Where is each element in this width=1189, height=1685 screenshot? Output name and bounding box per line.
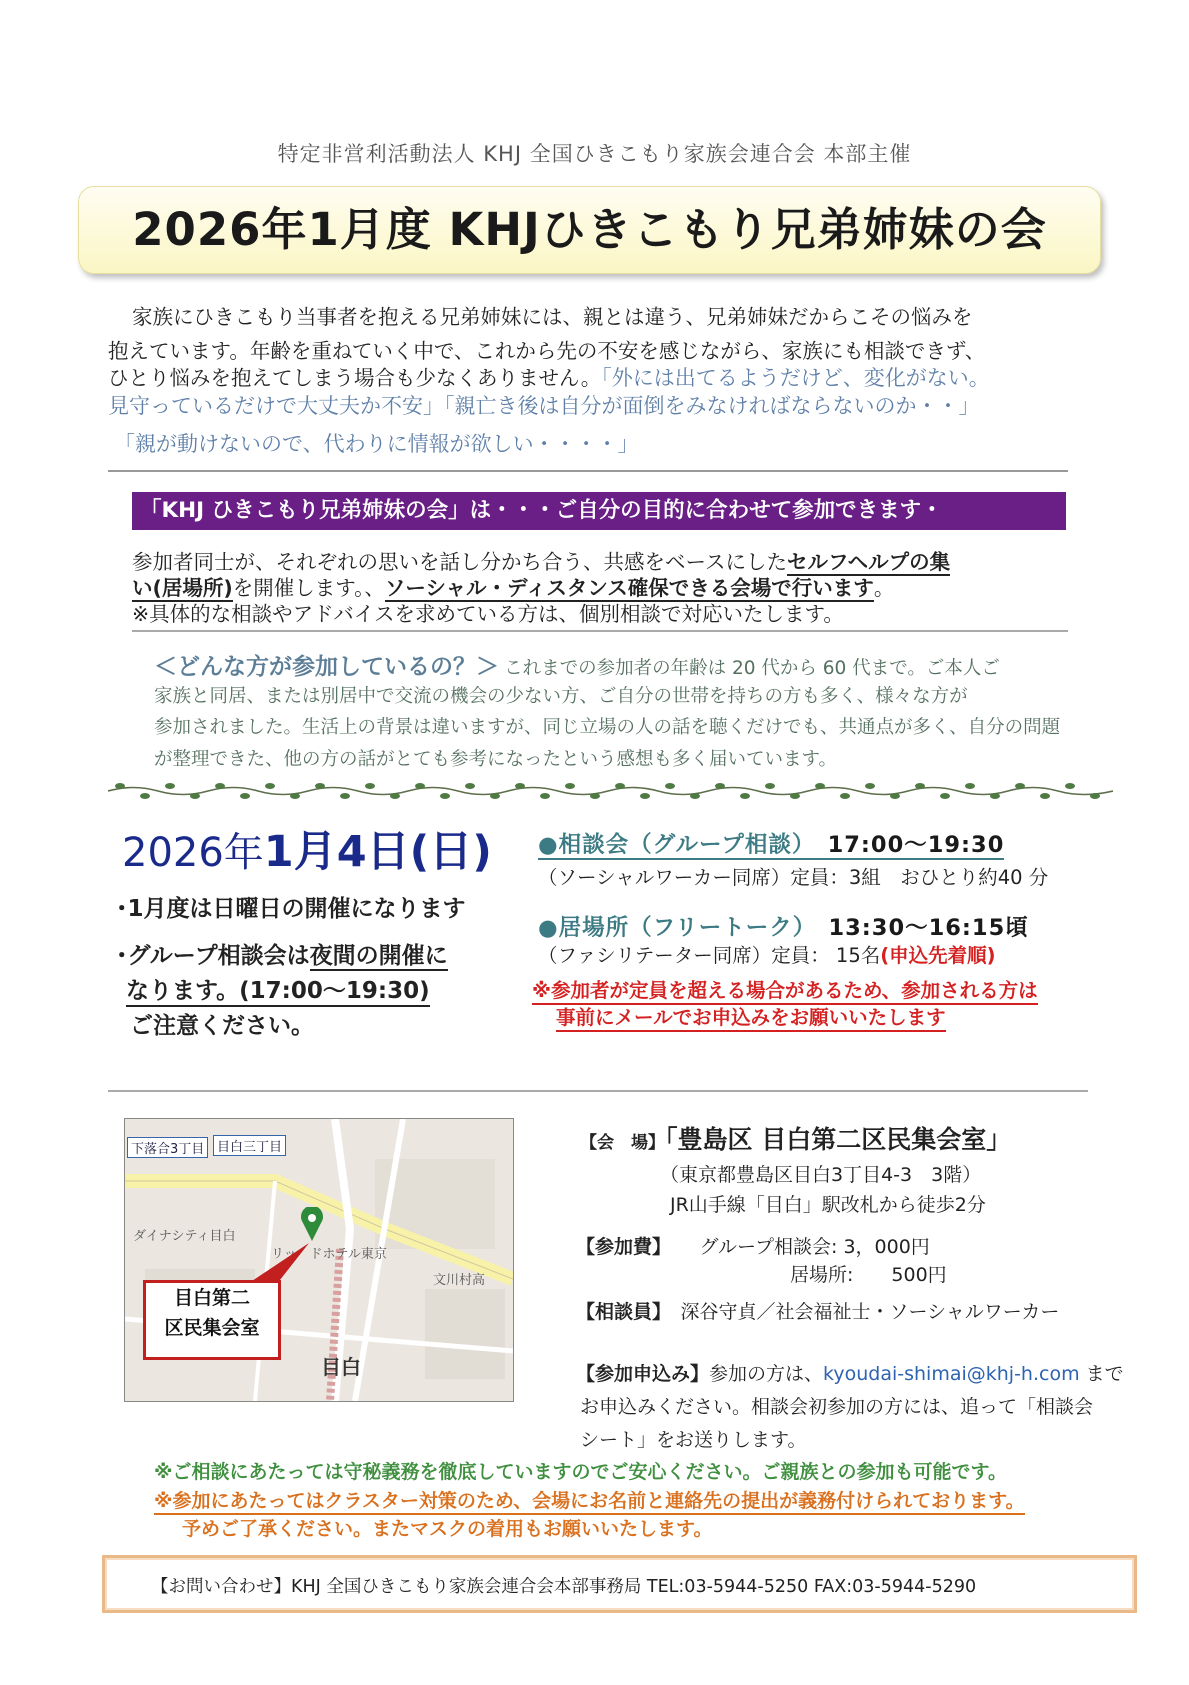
bus-stop-label: 下落合3丁目 bbox=[127, 1137, 208, 1158]
purpose-banner: 「KHJ ひきこもり兄弟姉妹の会」は・・・ご自分の目的に合わせて参加できます・ bbox=[132, 492, 1066, 530]
fee-line-1: 【参加費】 グループ相談会: 3，000円 bbox=[576, 1236, 930, 1258]
who-line-4: が整理できた、他の方の話がとても参考になったという感想も多く届いています。 bbox=[154, 749, 838, 770]
purpose-line-2: い(居場所)を開催します。、ソーシャル・ディスタンス確保できる会場で行います。 bbox=[132, 576, 895, 600]
quote-line-2: 見守っているだけで大丈夫か不安」「親亡き後は自分が面倒をみなければならないのか・・」 bbox=[108, 394, 980, 418]
vine-divider bbox=[108, 780, 1113, 802]
venue-address: （東京都豊島区目白3丁目4-3 3階） bbox=[660, 1164, 982, 1186]
who-line-2: 家族と同居、または別居中で交流の機会の少ない方、ご自分の世帯を持ちの方も多く、様々な方が bbox=[154, 686, 968, 707]
note-line-2: ･グループ相談会は夜間の開催に bbox=[116, 943, 448, 969]
fee-line-2: 居場所: 500円 bbox=[790, 1264, 947, 1286]
who-line-3: 参加されました。生活上の背景は違いますが、同じ立場の人の話を聴くだけでも、共通点が多く、自分の問題 bbox=[154, 717, 1061, 738]
notice-cluster-2: 予めご了承ください。またマスクの着用もお願いいたします。 bbox=[182, 1518, 713, 1540]
event-date: 2026年1月4日(日) bbox=[122, 827, 492, 877]
session-consultation-desc: （ソーシャルワーカー同席）定員：3組 おひとり約40 分 bbox=[538, 866, 1049, 889]
intro-line-2: 抱えています。年齢を重ねていく中で、これから先の不安を感じながら、家族にも相談できず、 bbox=[108, 339, 986, 363]
intro-line-1: 家族にひきこもり当事者を抱える兄弟姉妹には、親とは違う、兄弟姉妹だからこその悩みを bbox=[132, 305, 973, 329]
contact-email-link[interactable]: kyoudai-shimai@khj-h.com bbox=[823, 1363, 1080, 1385]
map-label: リッ ドホテル東京 bbox=[271, 1247, 387, 1262]
notice-confidentiality: ※ご相談にあたっては守秘義務を徹底していますのでご安心ください。ご親族との参加も可能です。 bbox=[154, 1461, 1007, 1483]
session-ibasho-desc: （ファシリテーター同席）定員： 15名(申込先着順) bbox=[538, 944, 996, 967]
organizer-line: 特定非営利活動法人 KHJ 全国ひきこもり家族会連合会 本部主催 bbox=[277, 142, 912, 166]
location-pin-icon bbox=[301, 1207, 323, 1229]
note-line-4: ご注意ください。 bbox=[130, 1013, 314, 1039]
venue-access: JR山手線「目白」駅改札から徒歩2分 bbox=[670, 1194, 986, 1216]
map-label: 文川村高 bbox=[433, 1273, 486, 1288]
session-ibasho-heading: ●居場所（フリートーク） 13:30～16:15頃 bbox=[538, 915, 1029, 941]
bus-stop-label: 目白三丁目 bbox=[213, 1135, 286, 1156]
divider bbox=[132, 630, 1068, 632]
warning-line-1: ※参加者が定員を超える場合があるため、参加される方は bbox=[532, 975, 1038, 1005]
contact-box: 【お問い合わせ】KHJ 全国ひきこもり家族会連合会本部事務局 TEL:03-5944-5250 FAX:03-5944-5290 bbox=[102, 1555, 1137, 1613]
station-label: 目白 bbox=[321, 1355, 361, 1379]
map-label: ダイナシティ目白 bbox=[133, 1229, 236, 1244]
page-title: 2026年1月度 KHJひきこもり兄弟姉妹の会 bbox=[132, 203, 1047, 256]
purpose-line-1: 参加者同士が、それぞれの思いを話し分かち合う、共感をベースにしたセルフヘルプの集 bbox=[132, 550, 951, 574]
purpose-line-3: ※具体的な相談やアドバイスを求めている方は、個別相談で対応いたします。 bbox=[132, 602, 844, 626]
note-line-3: なります。(17:00～19:30) bbox=[126, 972, 430, 1007]
note-line-1: ･1月度は日曜日の開催になります bbox=[116, 896, 466, 922]
apply-line-1: 【参加申込み】参加の方は、kyoudai-shimai@khj-h.com まで bbox=[576, 1363, 1124, 1385]
session-consultation-heading: ●相談会（グループ相談） 17:00～19:30 bbox=[538, 832, 1005, 858]
divider bbox=[108, 470, 1068, 472]
venue-callout: 目白第二 区民集会室 bbox=[143, 1280, 281, 1360]
title-banner bbox=[78, 186, 1101, 274]
who-line-1: ＜どんな方が参加しているの？＞ これまでの参加者の年齢は 20 代から 60 代まで。ご本人ご bbox=[154, 654, 1000, 680]
warning-line-2: 事前にメールでお申込みをお願いいたします bbox=[556, 1002, 946, 1032]
apply-line-2: お申込みください。相談会初参加の方には、追って「相談会 bbox=[580, 1396, 1094, 1418]
quote-line-3: 「親が動けないので、代わりに情報が欲しい・・・・」 bbox=[114, 432, 639, 456]
intro-line-3: ひとり悩みを抱えてしまう場合も少なくありません。「外には出てるようだけど、変化がない。 bbox=[108, 366, 990, 390]
venue-heading: 【会 場】「豊島区 目白第二区民集会室」 bbox=[580, 1125, 1012, 1154]
staff-line: 【相談員】 深谷守貞／社会福祉士・ソーシャルワーカー bbox=[576, 1301, 1060, 1323]
notice-cluster-1: ※参加にあたってはクラスター対策のため、会場にお名前と連絡先の提出が義務付けられております。 bbox=[154, 1486, 1025, 1515]
divider bbox=[108, 1090, 1088, 1092]
apply-line-3: シート」をお送りします。 bbox=[580, 1429, 807, 1451]
